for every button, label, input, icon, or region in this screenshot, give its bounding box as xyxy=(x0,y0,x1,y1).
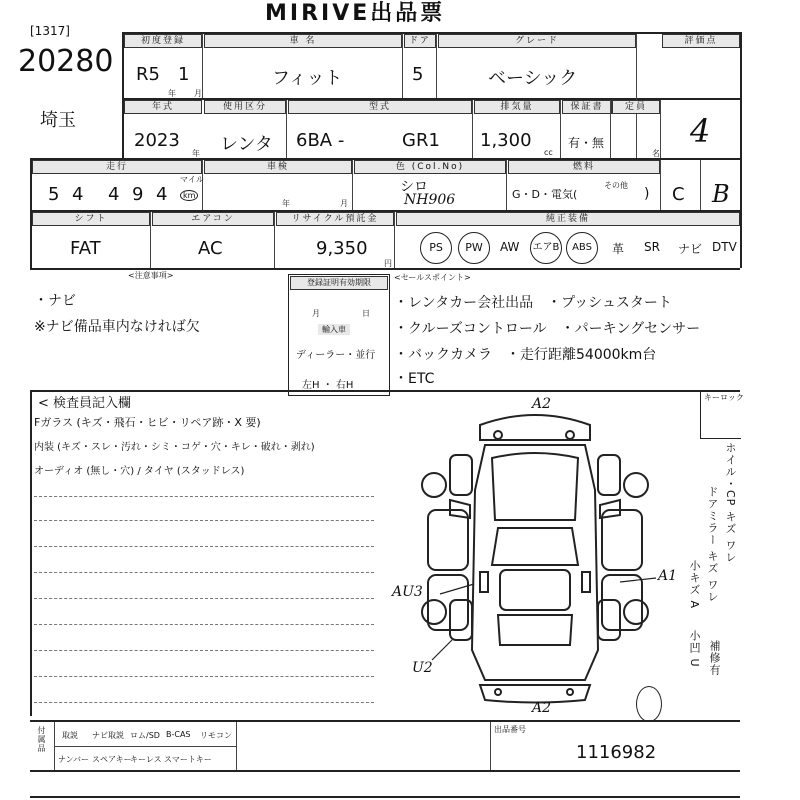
shift-value: FAT xyxy=(70,238,101,259)
header-grade: グレード xyxy=(438,34,636,48)
header-model: 型式 xyxy=(288,100,472,114)
header-warranty: 保証書 xyxy=(562,100,612,114)
dealer-import: ディーラー・並行 xyxy=(296,350,376,361)
note-line: ※ナビ備品車内なければ欠 xyxy=(34,319,200,335)
fuel-close: ) xyxy=(644,186,650,202)
equip-aw: AW xyxy=(500,240,520,254)
left-right-hand: 左H ・ 右H xyxy=(302,380,354,391)
exhibitor-no-label: 出品番号 xyxy=(494,725,526,734)
selling-points-label: <セールスポイント> xyxy=(394,273,471,282)
header-insp-exp: 車検 xyxy=(204,160,352,174)
inspector-row: Fガラス (キズ・飛石・ヒビ・リペア跡・X 要) xyxy=(34,416,261,429)
acc-div-2 xyxy=(236,722,237,770)
recycle-value: 9,350 xyxy=(316,238,368,259)
score-value: 4 xyxy=(690,112,711,150)
warranty-value: 有・無 xyxy=(568,136,605,150)
header-first-reg: 初度登録 xyxy=(124,34,202,48)
damage-mark-rear-left: U2 xyxy=(412,660,433,676)
page-title: MIRIVE出品票 xyxy=(265,1,446,26)
mileage-digit: 4 xyxy=(156,184,168,205)
reg-month-label: 月 xyxy=(312,309,320,318)
acc-item: スペアキー xyxy=(92,755,132,764)
fuel-other: その他 xyxy=(604,181,628,190)
legend-scratch: 小キズ A xyxy=(688,560,701,610)
inspector-row: オーディオ (無し・穴) / タイヤ (スタッドレス) xyxy=(34,466,245,477)
mileage-digit: 9 xyxy=(132,184,144,205)
yen-unit: 円 xyxy=(384,259,392,268)
year-unit: 年 xyxy=(192,149,200,158)
legend-dent: 小凹 U xyxy=(688,630,701,668)
doors-value: 5 xyxy=(412,64,424,85)
header-capacity: 定員 xyxy=(612,100,660,114)
exterior-grade: B xyxy=(712,180,730,208)
inspector-label: < 検査員記入欄 xyxy=(38,396,132,411)
bracket-number: [1317] xyxy=(30,24,70,38)
header-shift: シフト xyxy=(32,212,150,226)
accessories-side-label: 付属品 xyxy=(37,726,46,753)
mileage-digit: 4 xyxy=(72,184,84,205)
insp-month-unit: 月 xyxy=(340,199,348,208)
bottom-top xyxy=(30,720,740,722)
header-mileage: 走行 xyxy=(32,160,202,174)
header-displacement: 排気量 xyxy=(474,100,560,114)
acc-item: キーレス xyxy=(130,755,162,764)
first-reg-month: 1 xyxy=(178,64,190,85)
exhibitor-number: 1116982 xyxy=(576,742,657,763)
acc-item: ナビ取説 xyxy=(92,731,124,740)
header-car-name: 車 名 xyxy=(204,34,402,48)
equip-navi: ナビ xyxy=(678,242,703,256)
legend-mirror: ドアミラー キズ ワレ xyxy=(706,486,719,603)
selling-point: ・クルーズコントロール ・パーキングセンサー xyxy=(394,321,701,337)
prefecture: 埼玉 xyxy=(40,110,76,131)
acc-item: スマートキー xyxy=(164,755,212,764)
header-recycle: リサイクル預託金 xyxy=(276,212,394,226)
stamp-circle xyxy=(636,686,662,722)
acc-item: ナンバー xyxy=(58,755,90,764)
acc-item: リモコン xyxy=(200,731,232,740)
equip-abs: ABS xyxy=(566,232,598,264)
acc-item: 取説 xyxy=(62,731,78,740)
reg-day-label: 日 xyxy=(362,309,370,318)
year-value: 2023 xyxy=(134,130,180,151)
model-prefix: 6BA - xyxy=(296,130,345,151)
equip-dtv: DTV xyxy=(712,240,737,254)
inspector-row: 内装 (キズ・スレ・汚れ・シミ・コゲ・穴・キレ・破れ・剥れ) xyxy=(34,442,315,453)
next-row-top xyxy=(30,796,740,798)
equip-ps: PS xyxy=(420,232,452,264)
selling-point: ・バックカメラ ・走行距離54000km台 xyxy=(394,347,657,363)
acc-item: ロム/SD xyxy=(130,731,160,740)
equip-leather: 革 xyxy=(612,242,625,256)
damage-mark-right: A1 xyxy=(658,568,678,584)
color-value: シロ xyxy=(400,179,428,195)
header-color: 色 (Col.No) xyxy=(354,160,506,174)
displacement-value: 1,300 xyxy=(480,130,532,151)
notes-label: <注意事項> xyxy=(128,271,174,280)
bottom-bottom xyxy=(30,770,740,772)
lot-number: 20280 xyxy=(18,44,114,79)
legend-wheel: ホイル・CP キズ ワレ xyxy=(724,442,737,564)
equip-airbag: エアB xyxy=(530,232,562,264)
note-line: ・ナビ xyxy=(34,293,76,309)
fuel-options: G・D・電気( xyxy=(512,188,578,201)
header-fuel: 燃料 xyxy=(508,160,660,174)
mileage-digit: 4 xyxy=(108,184,120,205)
era-month-unit: 月 xyxy=(194,89,202,98)
header-reg-deadline: 登録証明有効期限 xyxy=(290,276,388,290)
legend-repair: 補修有 xyxy=(708,640,721,676)
header-doors: ドア xyxy=(404,34,436,48)
equip-sr: SR xyxy=(644,240,660,254)
car-name-value: フィット xyxy=(272,68,343,89)
damage-mark-left: AU3 xyxy=(392,584,423,600)
import-label: 輸入車 xyxy=(318,324,350,335)
acc-item: B-CAS xyxy=(166,730,191,739)
acc-mid xyxy=(54,746,236,747)
acc-div-3 xyxy=(490,722,491,770)
header-equipment: 純正装備 xyxy=(396,212,740,226)
selling-point: ・レンタカー会社出品 ・プッシュスタート xyxy=(394,295,672,311)
mile-label: マイル xyxy=(180,175,204,184)
model-value: GR1 xyxy=(402,130,440,151)
interior-grade: C xyxy=(672,184,685,205)
insp-year-unit: 年 xyxy=(282,199,290,208)
grade-value: ベーシック xyxy=(488,68,578,89)
header-aircon: エアコン xyxy=(152,212,274,226)
damage-mark-rear: A2 xyxy=(532,700,552,716)
damage-mark-front: A2 xyxy=(532,396,552,412)
color-number: NH906 xyxy=(404,192,456,208)
header-year: 年式 xyxy=(124,100,202,114)
header-usage: 使用区分 xyxy=(204,100,286,114)
mileage-digit: 5 xyxy=(48,184,60,205)
cc-unit: cc xyxy=(544,148,553,157)
selling-point: ・ETC xyxy=(394,371,435,387)
keylock-label: キーロック xyxy=(704,393,744,402)
usage-value: レンタ xyxy=(220,134,273,155)
capacity-unit: 名 xyxy=(652,149,660,158)
header-score: 評価点 xyxy=(662,34,740,48)
first-reg-era: R5 xyxy=(136,64,160,85)
equip-pw: PW xyxy=(458,232,490,264)
era-year-unit: 年 xyxy=(168,89,176,98)
km-unit: km xyxy=(180,190,198,201)
aircon-value: AC xyxy=(198,238,223,259)
